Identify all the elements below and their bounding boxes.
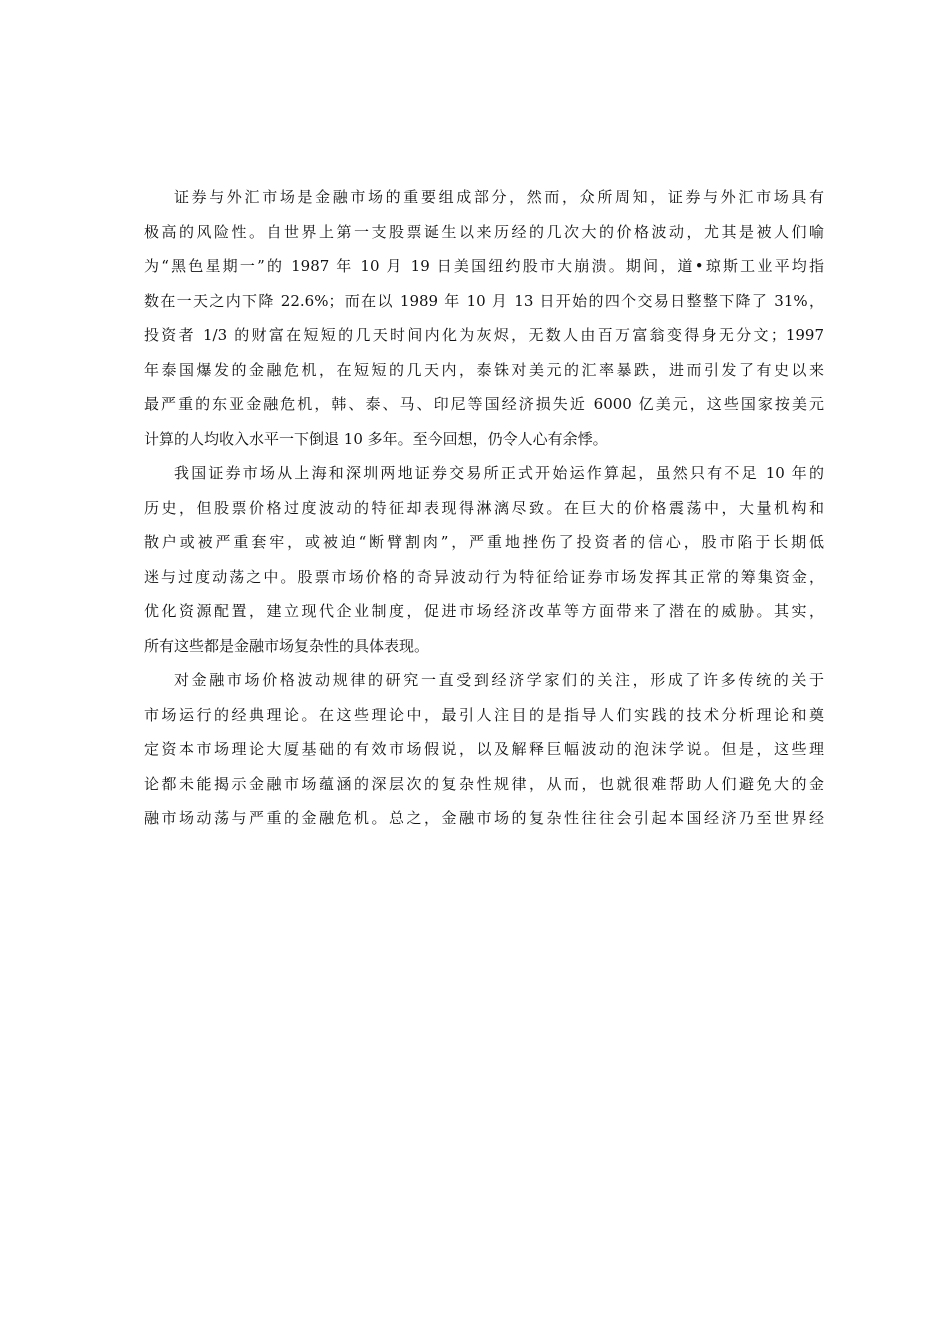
text-line: 最严重的东亚金融危机，韩、泰、马、印尼等国经济损失近 6000 亿美元，这些国家按美元	[144, 395, 824, 413]
text-line: 迷与过度动荡之中。股票市场价格的奇异波动行为特征给证券市场发挥其正常的筹集资金，	[144, 567, 824, 586]
body-text	[144, 180, 824, 836]
text-line: 投资者 1/3 的财富在短短的几天时间内化为灰烬，无数人由百万富翁变得身无分文；1997	[144, 326, 824, 344]
text-line: 年泰国爆发的金融危机，在短短的几天内，泰铢对美元的汇率暴跌，进而引发了有史以来	[144, 360, 824, 379]
paragraph-1	[144, 180, 824, 456]
text-line: 为“黑色星期一”的 1987 年 10 月 19 日美国纽约股市大崩溃。期间，道•琼斯工业平均指	[144, 257, 824, 275]
text-line: 我国证券市场从上海和深圳两地证券交易所正式开始运作算起，虽然只有不足 10 年的	[174, 464, 824, 482]
text-line: 定资本市场理论大厦基础的有效市场假说，以及解释巨幅波动的泡沫学说。但是，这些理	[144, 740, 824, 758]
text-line: 融市场动荡与严重的金融危机。总之，金融市场的复杂性往往会引起本国经济乃至世界经	[144, 809, 824, 827]
text-line: 数在一天之内下降 22.6%；而在以 1989 年 10 月 13 日开始的四个交易日整整下降了 31%，	[144, 291, 824, 310]
text-line: 论都未能揭示金融市场蕴涵的深层次的复杂性规律，从而，也就很难帮助人们避免大的金	[144, 774, 824, 793]
paragraph-3	[144, 663, 824, 836]
text-line: 市场运行的经典理论。在这些理论中，最引人注目的是指导人们实践的技术分析理论和奠	[144, 705, 824, 724]
text-line: 对金融市场价格波动规律的研究一直受到经济学家们的关注，形成了许多传统的关于	[174, 671, 824, 689]
text-line: 所有这些都是金融市场复杂性的具体表现。	[144, 636, 430, 655]
text-line: 优化资源配置，建立现代企业制度，促进市场经济改革等方面带来了潜在的威胁。其实，	[144, 602, 824, 620]
text-line: 证券与外汇市场是金融市场的重要组成部分，然而，众所周知，证券与外汇市场具有	[174, 188, 824, 206]
paragraph-2	[144, 456, 824, 663]
text-line: 计算的人均收入水平一下倒退 10 多年。至今回想，仍令人心有余悸。	[144, 429, 608, 448]
text-line: 极高的风险性。自世界上第一支股票诞生以来历经的几次大的价格波动，尤其是被人们喻	[144, 222, 824, 241]
text-line: 历史，但股票价格过度波动的特征却表现得淋漓尽致。在巨大的价格震荡中，大量机构和	[144, 498, 824, 517]
text-line: 散户或被严重套牢，或被迫“断臂割肉”，严重地挫伤了投资者的信心，股市陷于长期低	[144, 533, 824, 551]
